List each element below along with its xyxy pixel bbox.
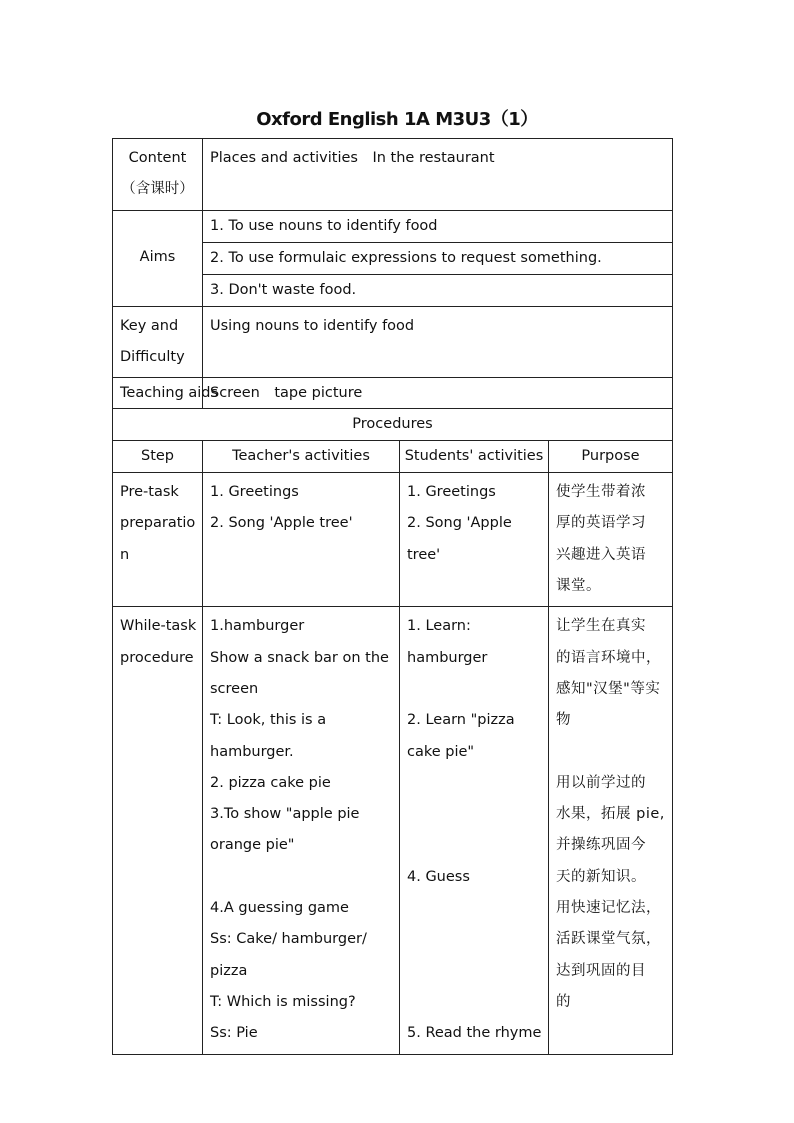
purpose-line: 物 — [556, 712, 571, 729]
purpose-line: 兴趣进入英语 — [556, 546, 646, 563]
step-line: n — [120, 546, 130, 563]
spacer — [407, 830, 541, 861]
aim-item: 1. To use nouns to identify food — [210, 217, 438, 234]
pre-task-students-cell — [400, 473, 549, 607]
teacher-activity-line: Ss: Pie — [210, 1025, 258, 1042]
procedures-header-row — [113, 441, 673, 473]
student-activity-line: cake pie" — [407, 743, 475, 760]
while-task-row — [113, 607, 673, 1054]
teaching-aids-value: Screen tape picture — [210, 385, 363, 402]
teacher-activity-line: hamburger. — [210, 743, 294, 760]
teacher-activity-line: 2. pizza cake pie — [210, 774, 331, 791]
step-line: procedure — [120, 649, 194, 666]
lesson-plan-table — [112, 138, 673, 1055]
content-label: Content — [128, 150, 187, 166]
spacer — [407, 799, 541, 830]
aims-label: Aims — [139, 249, 176, 266]
student-activity-line: 1. Greetings — [407, 484, 496, 501]
content-label-cell — [113, 139, 203, 211]
document-title: Oxford English 1A M3U3（1） — [256, 109, 538, 130]
key-difficulty-label-cell — [113, 306, 203, 378]
spacer — [407, 893, 541, 924]
purpose-line: 达到巩固的目 — [556, 962, 646, 979]
step-line: While-task — [120, 618, 197, 635]
purpose-line: 活跃课堂气氛， — [556, 931, 661, 948]
teacher-activity-line: Ss: Cake/ hamburger/ — [210, 931, 367, 948]
procedures-heading: Procedures — [352, 416, 433, 433]
spacer — [407, 768, 541, 799]
while-task-purpose-cell — [549, 607, 673, 1054]
teacher-activity-line: 1.hamburger — [210, 618, 305, 635]
column-header-students: Students' activities — [400, 441, 549, 473]
pre-task-step-cell — [113, 473, 203, 607]
purpose-line: 让学生在真实 — [556, 618, 646, 635]
purpose-line: 的语言环境中， — [556, 649, 661, 666]
while-task-students-cell — [400, 607, 549, 1054]
teacher-activity-line: T: Which is missing? — [210, 993, 356, 1010]
spacer — [407, 987, 541, 1018]
content-value: Places and activities In the restaurant — [210, 150, 495, 166]
purpose-line: 天的新知识。 — [556, 868, 646, 885]
teacher-activity-line: 2. Song 'Apple tree' — [210, 515, 353, 532]
teacher-activity-line: screen — [210, 680, 259, 697]
column-header-step: Step — [113, 441, 203, 473]
pre-task-row — [113, 473, 673, 607]
column-header-purpose: Purpose — [549, 441, 673, 473]
aim-item: 3. Don't waste food. — [203, 274, 672, 306]
procedures-heading-cell — [113, 409, 673, 441]
purpose-line: 感知"汉堡"等实 — [556, 680, 661, 697]
pre-task-purpose-cell — [549, 473, 673, 607]
step-line: Pre-task — [120, 484, 179, 501]
teacher-activity-line: pizza — [210, 962, 248, 979]
teaching-aids-label-cell — [113, 378, 219, 409]
purpose-line: 用以前学过的 — [556, 774, 646, 791]
student-activity-line: 1. Learn: — [407, 618, 471, 635]
key-difficulty-label: Key and — [120, 317, 179, 334]
purpose-line: 用快速记忆法， — [556, 900, 661, 917]
student-activity-line: tree' — [407, 546, 441, 563]
student-activity-line: 2. Song 'Apple — [407, 515, 512, 532]
pre-task-teacher-cell — [203, 473, 400, 607]
key-difficulty-value-cell — [203, 306, 673, 378]
teacher-activity-line: 3.To show "apple pie — [210, 806, 360, 823]
teacher-activity-line: orange pie" — [210, 837, 295, 854]
teaching-aids-label: Teaching aids — [120, 385, 219, 402]
key-difficulty-value: Using nouns to identify food — [210, 317, 415, 334]
while-task-step-cell — [113, 607, 203, 1054]
content-row — [113, 139, 673, 211]
spacer — [407, 924, 541, 955]
while-task-teacher-cell — [203, 607, 400, 1054]
purpose-line: 课堂。 — [556, 578, 601, 595]
key-difficulty-label-sub: Difficulty — [120, 348, 185, 365]
purpose-line: 厚的英语学习 — [556, 515, 646, 532]
purpose-line: 水果，拓展 pie, — [556, 806, 665, 823]
spacer — [210, 862, 392, 893]
procedures-heading-row — [113, 409, 673, 441]
spacer — [407, 956, 541, 987]
teacher-activity-line: 1. Greetings — [210, 484, 299, 501]
teacher-activity-line: T: Look, this is a — [210, 712, 327, 729]
student-activity-line: 2. Learn "pizza — [407, 712, 515, 729]
student-activity-line: hamburger — [407, 649, 488, 666]
spacer — [407, 674, 541, 705]
teaching-aids-value-cell — [203, 378, 673, 409]
purpose-line: 并操练巩固今 — [556, 837, 646, 854]
column-header-teacher: Teacher's activities — [203, 441, 400, 473]
aims-list — [203, 210, 673, 306]
key-difficulty-row — [113, 306, 673, 378]
aims-row — [113, 210, 673, 306]
student-activity-line: 5. Read the rhyme — [407, 1025, 542, 1042]
student-activity-line: 4. Guess — [407, 868, 470, 885]
purpose-line: 的 — [556, 993, 571, 1010]
teaching-aids-row — [113, 378, 673, 409]
aim-item: 2. To use formulaic expressions to request something. — [203, 242, 672, 274]
teacher-activity-line: Show a snack bar on the — [210, 649, 389, 666]
content-value-cell — [203, 139, 673, 211]
spacer — [556, 737, 665, 768]
step-line: preparatio — [120, 515, 196, 532]
content-label-sub: （含课时） — [121, 181, 194, 198]
aims-label-cell — [113, 210, 203, 306]
purpose-line: 使学生带着浓 — [556, 484, 646, 501]
teacher-activity-line: 4.A guessing game — [210, 900, 349, 917]
